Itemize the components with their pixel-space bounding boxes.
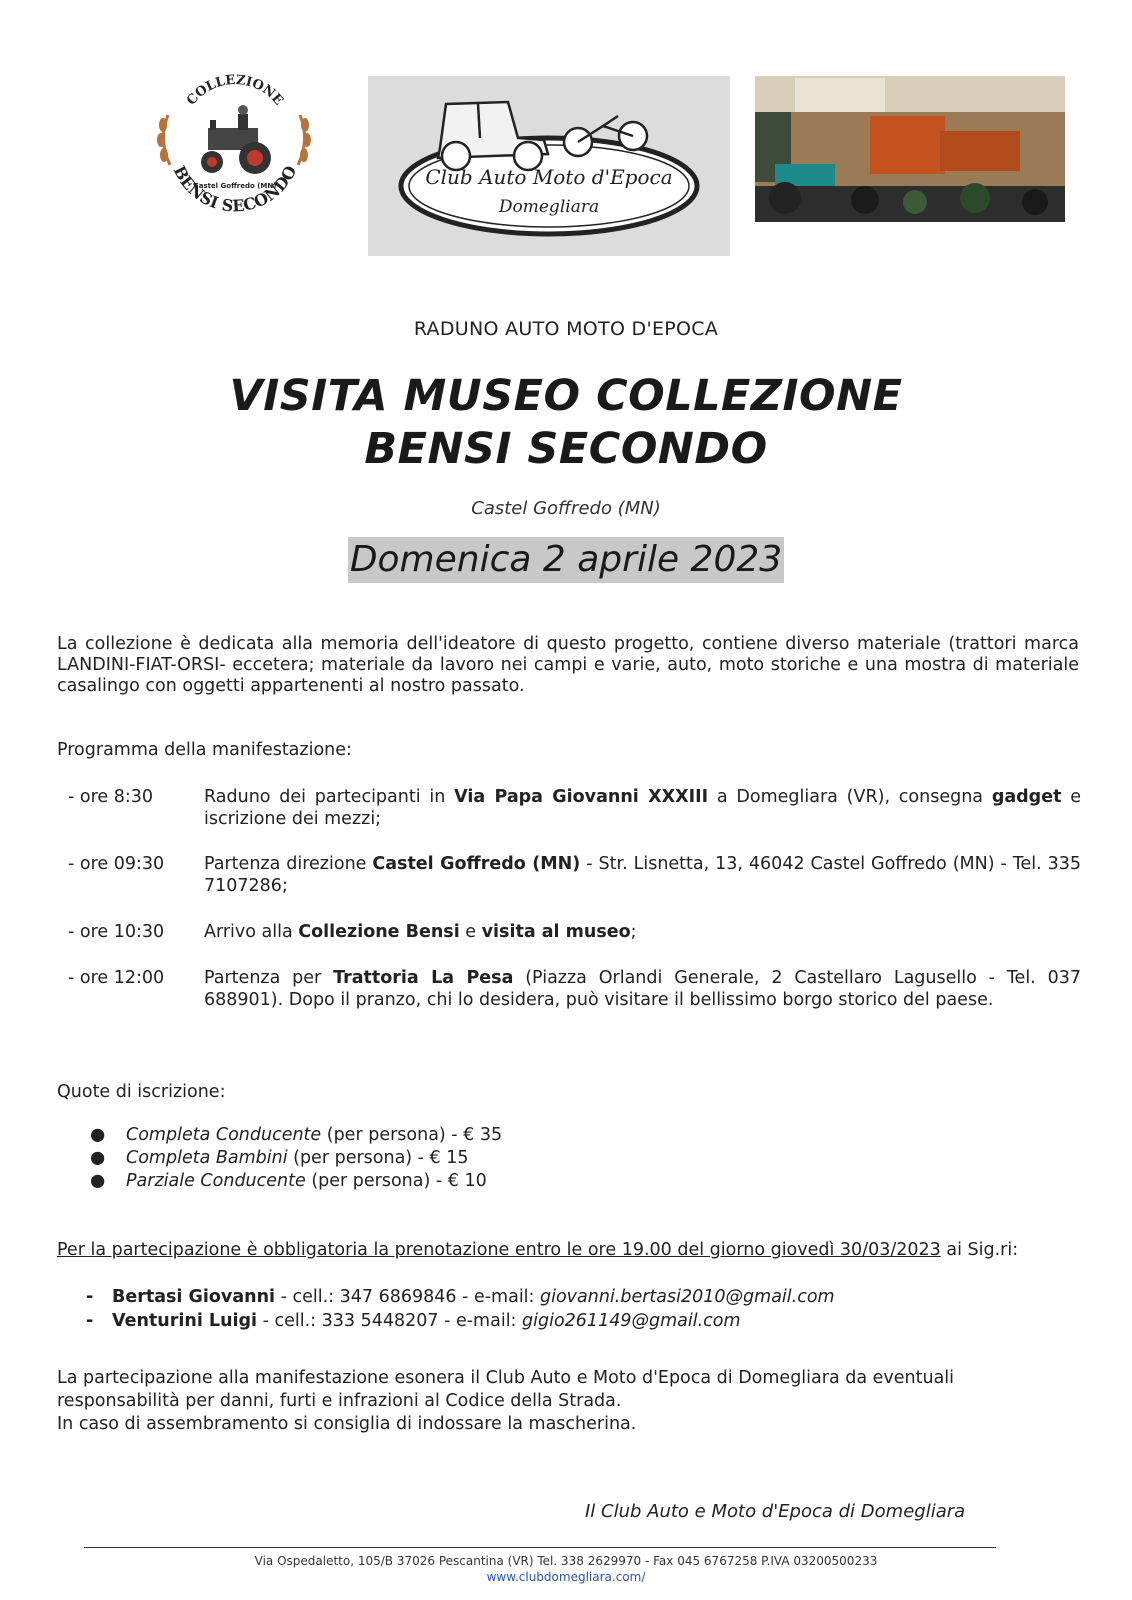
- bullet-icon: ●: [90, 1171, 106, 1191]
- fee-item: ● Completa Conducente (per persona) - € 35: [90, 1125, 503, 1145]
- schedule-description: Arrivo alla Collezione Bensi e visita al museo;: [204, 922, 637, 942]
- contact-name: Venturini Luigi: [112, 1311, 258, 1331]
- signature: Il Club Auto e Moto d'Epoca di Domegliara: [585, 1501, 966, 1522]
- event-date: Domenica 2 aprile 2023: [348, 537, 784, 583]
- schedule-description: Partenza direzione Castel Goffredo (MN) - Str. Lisnetta, 13, 46042 Castel Goffredo (MN) - Tel. 335 7107286;: [204, 854, 1082, 896]
- club-logo-name: Club Auto Moto d'Epoca: [425, 165, 673, 189]
- svg-text:COLLEZIONE: [184, 73, 286, 109]
- booking-deadline: Per la partecipazione è obbligatoria la prenotazione entro le ore 19.00 del giorno giovedì 30/03/2023: [57, 1240, 941, 1260]
- booking-notice: Per la partecipazione è obbligatoria la prenotazione entro le ore 19.00 del giorno giovedì 30/03/2023 ai Sig.ri:: [57, 1240, 1019, 1260]
- fee-item: ● Completa Bambini (per persona) - € 15: [90, 1148, 469, 1168]
- bullet-icon: ●: [90, 1125, 106, 1145]
- disclaimer: [57, 1367, 1079, 1436]
- title-line-2: BENSI SECONDO: [364, 424, 768, 474]
- museum-photo: [755, 76, 1065, 222]
- footer-address: Via Ospedaletto, 105/B 37026 Pescantina (VR) Tel. 338 2629970 - Fax 045 6767258 P.IVA 03200500233: [254, 1554, 878, 1568]
- contact-email[interactable]: giovanni.bertasi2010@gmail.com: [540, 1287, 835, 1307]
- schedule-time: - ore 12:00: [68, 968, 165, 988]
- schedule-time: - ore 10:30: [68, 922, 165, 942]
- title-line-1: VISITA MUSEO COLLEZIONE: [229, 371, 903, 421]
- contact-email[interactable]: gigio261149@gmail.com: [522, 1311, 741, 1331]
- disclaimer-line: In caso di assembramento si consiglia di indossare la mascherina.: [57, 1414, 637, 1434]
- page-title: [0, 370, 1132, 476]
- bullet-icon: ●: [90, 1148, 106, 1168]
- fees-heading: Quote di iscrizione:: [57, 1082, 226, 1102]
- footer-divider: [84, 1547, 996, 1548]
- disclaimer-line: La partecipazione alla manifestazione esonera il Club Auto e Moto d'Epoca di Domegliara da eventuali responsabilità per danni, furti e infrazioni al Codice della Strada.: [57, 1368, 955, 1411]
- schedule-description: Partenza per Trattoria La Pesa (Piazza Orlandi Generale, 2 Castellaro Lagusello - Tel. 037 688901). Dopo il pranzo, chi lo desidera, può visitare il bellissimo borgo storico del paese.: [204, 968, 1081, 1010]
- club-logo: [368, 76, 730, 256]
- logo-bottom-text: BENSI SECONDO: [169, 162, 301, 216]
- event-location: Castel Goffredo (MN): [471, 498, 661, 519]
- contact-name: Bertasi Giovanni: [112, 1287, 276, 1307]
- contact-item: - Venturini Luigi - cell.: 333 5448207 - e-mail: gigio261149@gmail.com: [86, 1311, 741, 1331]
- schedule-time: - ore 09:30: [68, 854, 165, 874]
- intro-paragraph: La collezione è dedicata alla memoria dell'ideatore di questo progetto, contiene diverso materiale (trattori marca LANDINI-FIAT-ORSI- eccetera; materiale da lavoro nei campi e varie, auto, moto storiche e una mostra di materiale casalingo con oggetti appartenenti al nostro passato.: [57, 634, 1079, 696]
- club-logo-town: Domegliara: [498, 197, 600, 217]
- event-date-wrapper: [0, 537, 1132, 583]
- contact-item: - Bertasi Giovanni - cell.: 347 6869846 - e-mail: giovanni.bertasi2010@gmail.com: [86, 1287, 835, 1307]
- collezione-bensi-logo: [150, 70, 320, 240]
- logo-top-text: COLLEZIONE: [184, 72, 286, 109]
- schedule-time: - ore 8:30: [68, 787, 154, 807]
- logo-middle-text: Castel Goffredo (MN): [193, 182, 277, 190]
- schedule-description: Raduno dei partecipanti in Via Papa Giovanni XXXIII a Domegliara (VR), consegna gadget e iscrizione dei mezzi;: [204, 787, 1081, 829]
- footer-website-link[interactable]: www.clubdomegliara.com/: [486, 1570, 646, 1584]
- fee-item: ● Parziale Conducente (per persona) - € 10: [90, 1171, 487, 1191]
- event-subtitle: RADUNO AUTO MOTO D'EPOCA: [413, 318, 719, 340]
- program-heading: Programma della manifestazione:: [57, 740, 352, 760]
- tractor-icon: [201, 105, 271, 174]
